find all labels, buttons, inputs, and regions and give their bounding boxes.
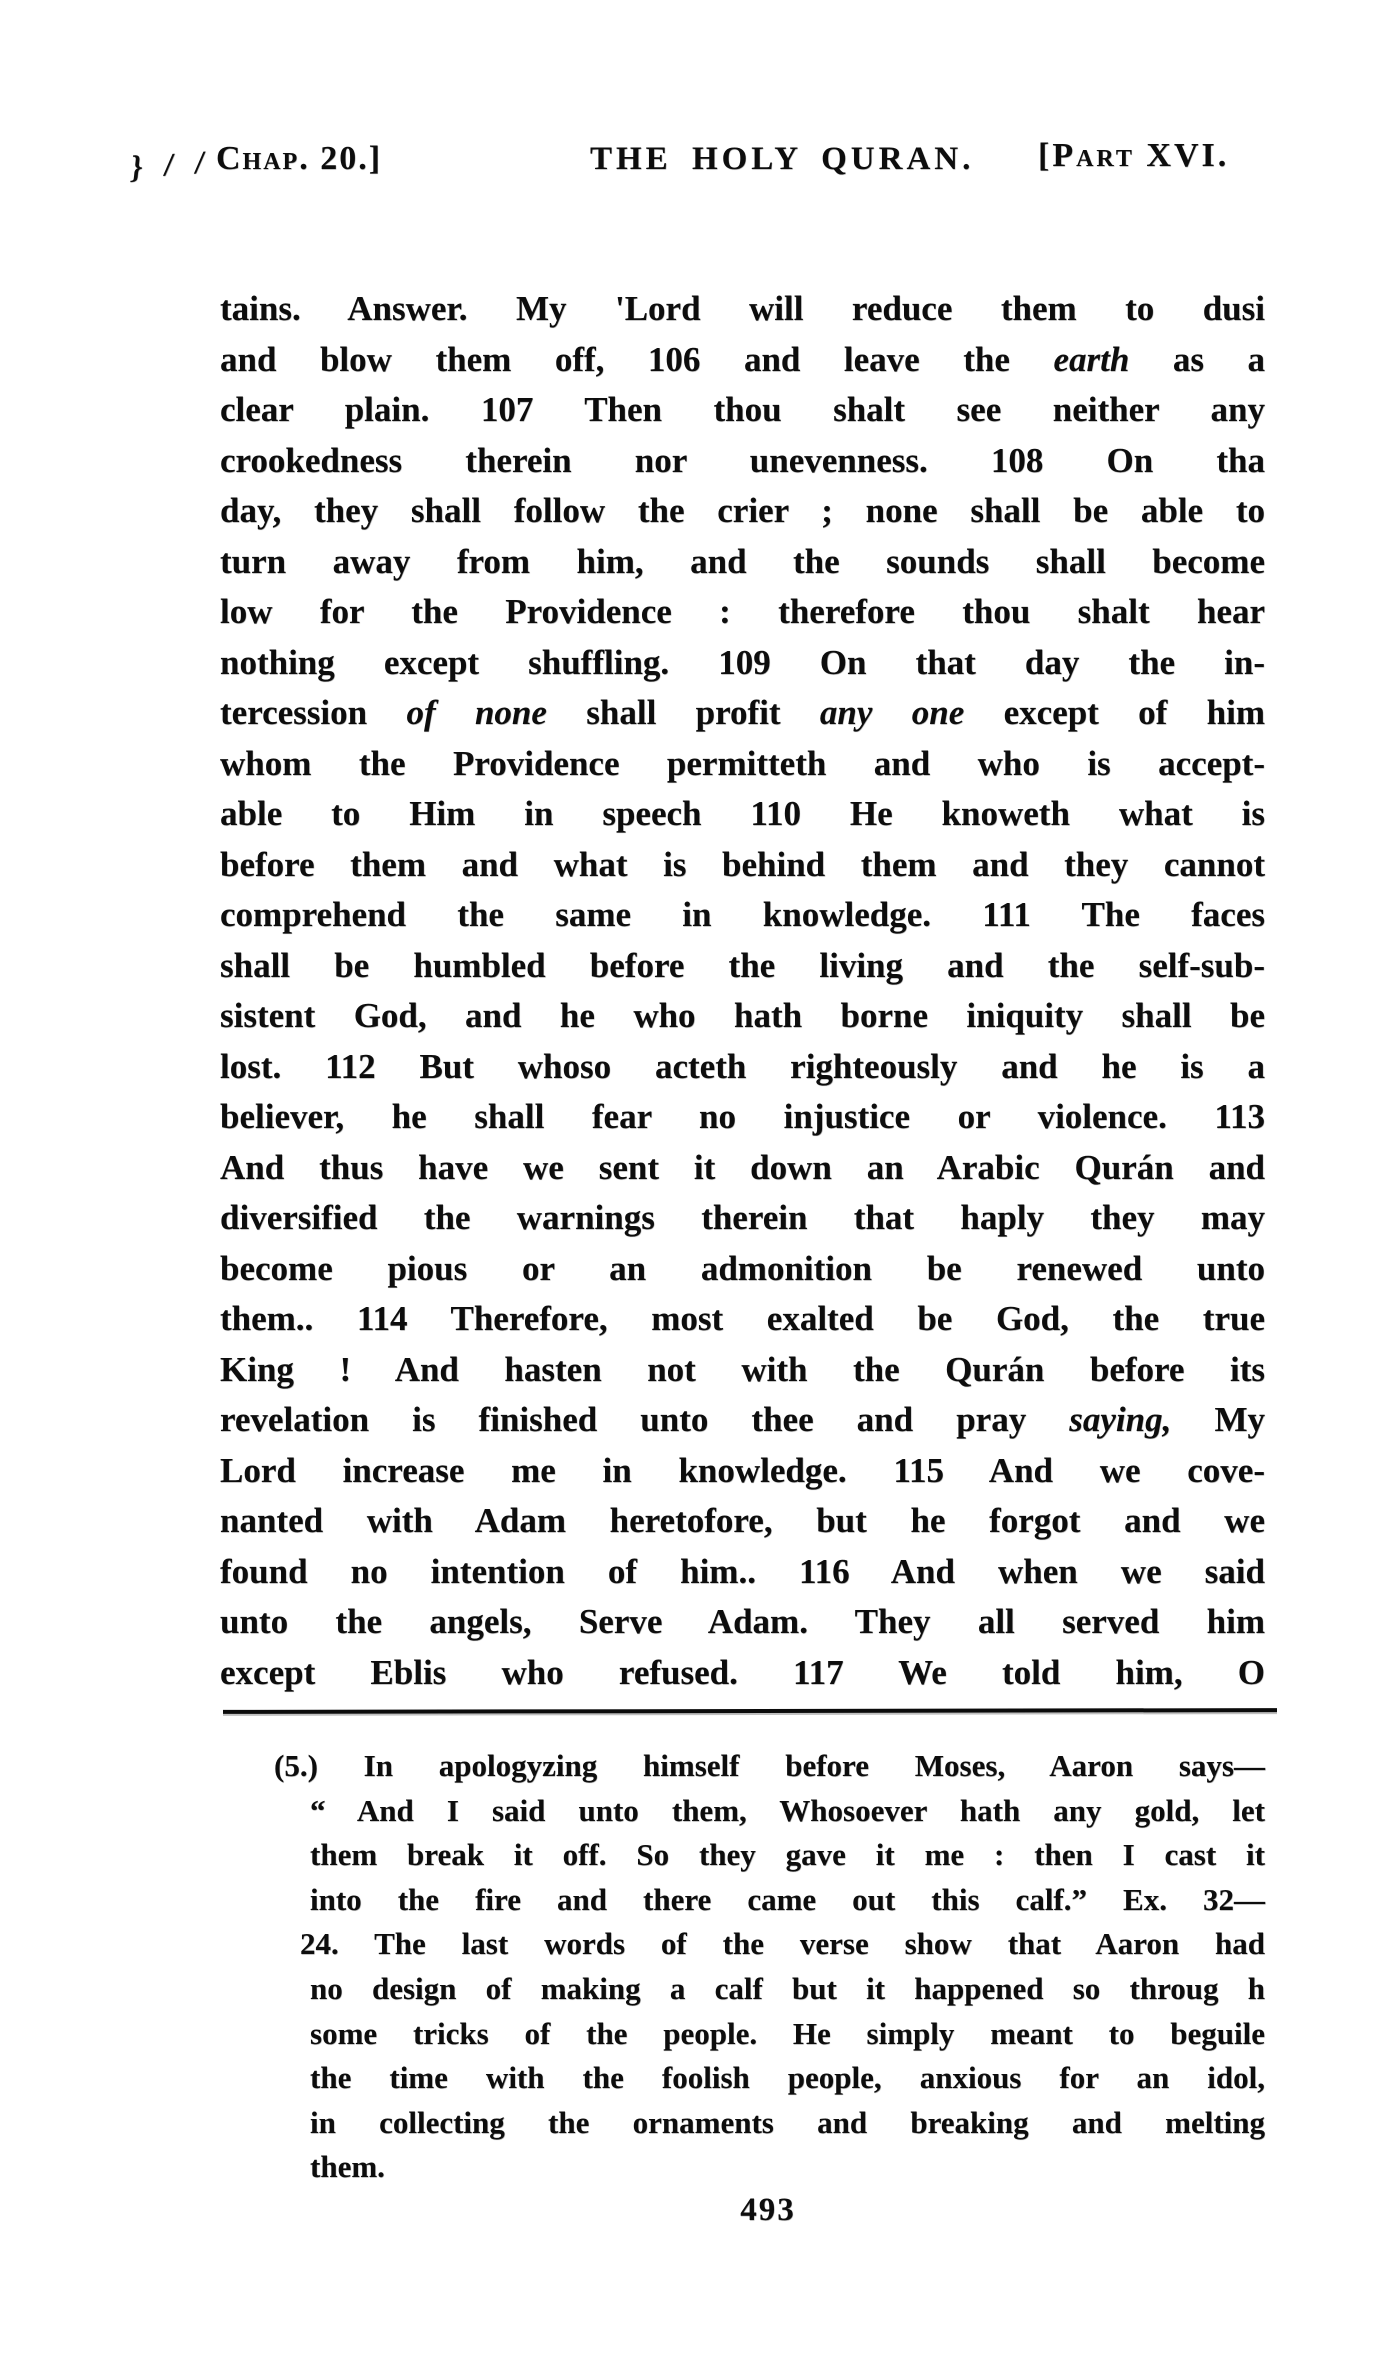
text-line: day, they shall follow the crier ; none shall be able to [220, 491, 1265, 530]
text-line: nothing except shuffling. 109 On that day the in- [220, 642, 1265, 682]
text-line: crookedness therein nor unevenness. 108 On tha [220, 440, 1265, 480]
footnote-text [274, 1744, 1265, 2190]
page-number: 493 [740, 2192, 796, 2228]
text-line: nanted with Adam heretofore, but he forgot and we [220, 1501, 1265, 1540]
text-line: sistent God, and he who hath borne iniquity shall be [220, 996, 1265, 1035]
text-line: them.. 114 Therefore, most exalted be God, the true [220, 1299, 1265, 1338]
text-line: before them and what is behind them and they cannot [220, 844, 1265, 884]
text-line: clear plain. 107 Then thou shalt see neither any [220, 390, 1265, 429]
text-line: some tricks of the people. He simply meant to beguile [310, 2015, 1265, 2051]
header-chapter-label: Chap. 20.] [216, 140, 383, 177]
text-line: 24. The last words of the verse show that Aaron had [300, 1926, 1265, 1962]
text-line: except Eblis who refused. 117 We told him, O [220, 1652, 1265, 1692]
text-line: revelation is finished unto thee and pray saying, My [220, 1400, 1265, 1439]
text-line: low for the Providence : therefore thou shalt hear [220, 592, 1265, 631]
text-line: King ! And hasten not with the Qurán before its [220, 1349, 1265, 1389]
text-line: and blow them off, 106 and leave the earth as a [220, 339, 1265, 379]
text-line: turn away from him, and the sounds shall become [220, 541, 1265, 581]
text-line: tains. Answer. My 'Lord will reduce them to dusi [220, 289, 1265, 328]
text-line: “ And I said unto them, Whosoever hath any gold, let [310, 1792, 1265, 1828]
text-line: into the fire and there came out this calf.” Ex. 32— [310, 1881, 1265, 1917]
margin-ink-marks: } / / [129, 143, 213, 185]
text-line: Lord increase me in knowledge. 115 And we cove- [220, 1450, 1265, 1490]
text-line: lost. 112 But whoso acteth righteously and he is a [220, 1046, 1265, 1086]
header-part-label: [Part XVI. [1038, 137, 1230, 174]
text-line: no design of making a calf but it happened so throug h [310, 1970, 1265, 2006]
text-line: (5.) In apologyzing himself before Moses, Aaron says— [274, 1748, 1265, 1783]
text-line: tercession of none shall profit any one except of him [220, 693, 1266, 732]
text-line: comprehend the same in knowledge. 111 The faces [220, 895, 1265, 934]
text-line: shall be humbled before the living and the self-sub- [220, 945, 1265, 985]
text-line: able to Him in speech 110 He knoweth what is [220, 794, 1265, 833]
text-line: unto the angels, Serve Adam. They all served him [220, 1602, 1265, 1641]
text-line: And thus have we sent it down an Arabic Qurán and [220, 1147, 1265, 1187]
main-text [220, 284, 1265, 1698]
text-line: diversified the warnings therein that haply they may [220, 1198, 1265, 1237]
text-line: them break it off. So they gave it me : then I cast it [310, 1837, 1265, 1873]
text-line: the time with the foolish people, anxious for an idol, [310, 2060, 1265, 2096]
header-book-title: THE HOLY QURAN. [590, 141, 975, 177]
text-line: found no intention of him.. 116 And when we said [220, 1551, 1265, 1591]
text-line: whom the Providence permitteth and who is accept- [220, 743, 1265, 783]
text-line: in collecting the ornaments and breaking and melting [310, 2104, 1265, 2140]
text-line: become pious or an admonition be renewed unto [220, 1248, 1265, 1288]
text-line: them. [310, 2149, 385, 2185]
footnote-divider-rule [223, 1708, 1277, 1714]
text-line: believer, he shall fear no injustice or violence. 113 [220, 1097, 1265, 1136]
